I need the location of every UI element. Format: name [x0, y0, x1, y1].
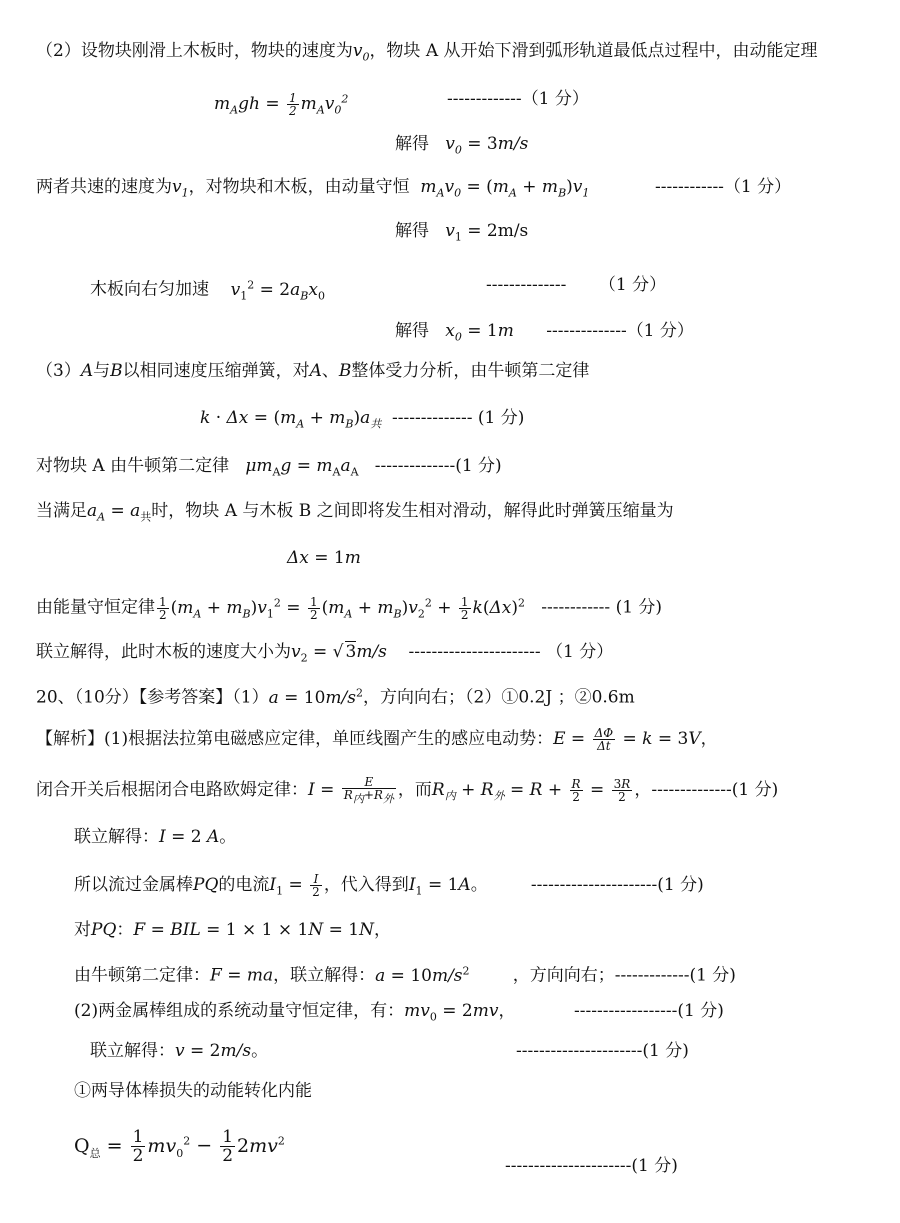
equation-spring [200, 407, 524, 435]
dashes: ------------- [614, 965, 690, 986]
solution-x0 [395, 320, 694, 348]
math: $\frac{1}{2}$ $(m_A + m_B)v_1^2$ = $\frac{1}{2}$ $(m_A + m_B)v_2^2$ + $\frac{1}{2}$ $k(\Delta x)^2$ [159, 594, 526, 622]
dashes: -------------- [486, 275, 567, 295]
math: $x_0 = 1m$ [445, 321, 514, 344]
dashes: -------------- [374, 456, 456, 476]
line-energy [36, 592, 662, 625]
math: I = $\frac{E}{R_内+R_外}$ [308, 775, 394, 806]
line-v: 联立解得：v = 2m/s。 [90, 1041, 269, 1061]
line-ohm: 闭合开关后根据闭合电路欧姆定律：I = $\frac{E}{R_内+R_外}$ ，而$R_内 + R_外 = R$ + $\frac{R}{2}$ = $\frac{3R}{2}$ ，--------------(1 分) [36, 775, 779, 806]
score-mark [505, 1155, 678, 1177]
text: 联立解得： [74, 827, 159, 847]
math: A [309, 361, 322, 381]
text: （3） [36, 361, 81, 381]
math: $m_Agh$ = $\frac{1}{2}$ $m_Av_0^2$ [214, 90, 349, 118]
text: 解得 [395, 321, 429, 341]
text: ①两导体棒损失的动能转化内能 [74, 1081, 312, 1101]
math: PQ [91, 920, 117, 940]
math: $Q_总$ = [74, 1134, 123, 1160]
line-heat [74, 1080, 312, 1102]
dashes: -------------- [546, 321, 627, 341]
score: (1 分) [731, 780, 779, 801]
text: ，对物块和木板，由动量守恒 [188, 177, 410, 197]
text: 对物块 A 由牛顿第二定律 [36, 456, 230, 476]
text: 所以流过金属棒 [74, 875, 193, 895]
text: ，代入得到 [323, 875, 409, 895]
text: ，方向向右； [512, 965, 615, 986]
math: $mv_0 = 2mv$ [404, 1001, 499, 1024]
text: 时，物块 A 与木板 B 之间即将发生相对滑动，解得此时弹簧压缩量为 [151, 501, 674, 521]
score-mark [574, 1000, 724, 1022]
score: （1 分） [723, 177, 792, 197]
text: 以相同速度压缩弹簧，对 [122, 361, 310, 381]
dashes: ---------------------- [505, 1156, 632, 1176]
math: $v_0 = 3m/s$ [445, 134, 529, 157]
math: F = ma [210, 965, 274, 986]
dashes: ------------ [541, 597, 611, 618]
dashes: ------------ [655, 177, 724, 197]
line-force: 对PQ：F = BIL = 1 × 1 × 1N = 1N， [74, 920, 391, 940]
dashes: ------------------ [574, 1001, 678, 1021]
line-pq-current: 所以流过金属棒PQ的电流$I_1$ = $\frac{I}{2}$ ，代入得到$I_1 = 1A$。 ----------------------(1 分) [74, 872, 704, 899]
text: 联立解得： [90, 1041, 175, 1061]
line-momentum [36, 176, 589, 204]
score: （1 分） [598, 275, 667, 295]
text: 对 [74, 920, 91, 940]
math: $a = 10m/s^2$ [375, 964, 470, 986]
text: ，物块 A 从开始下滑到弧形轨道最低点过程中，由动能定理 [369, 41, 818, 61]
math: $mv_0^2$ [147, 1134, 191, 1160]
score: （1 分） [546, 642, 614, 662]
math: $v_1$ [172, 177, 189, 200]
text: 木板向右匀加速 [90, 279, 209, 300]
math: E = $\frac{\Delta\Phi}{\Delta t}$ = k = 3V [553, 726, 701, 753]
score-mark [655, 176, 791, 198]
score: (1 分) [477, 408, 525, 428]
text: 闭合开关后根据闭合电路欧姆定律： [36, 780, 308, 801]
text: 解得 [395, 134, 429, 154]
dashes: ------------- [447, 89, 522, 109]
score: （1 分） [626, 321, 694, 341]
math: PQ [193, 875, 219, 895]
math: $I_1$ = $\frac{I}{2}$ [269, 872, 320, 899]
text: 整体受力分析，由牛顿第二定律 [351, 361, 590, 381]
dashes: -------------- [392, 408, 473, 428]
text: (2)两金属棒组成的系统动量守恒定律，有： [74, 1001, 405, 1021]
score: （1 分） [521, 89, 589, 109]
line-2-intro [36, 40, 818, 68]
line-3-intro [36, 360, 589, 382]
math: $v_1^2 = 2a_Bx_0$ [230, 278, 325, 303]
line-analysis [36, 727, 718, 752]
score: (1 分) [657, 875, 704, 895]
text: 【解析】(1)根据法拉第电磁感应定律，单匝线圈产生的感应电动势： [36, 729, 554, 749]
score: (1 分) [631, 1156, 678, 1176]
math: $a_A = a_共$ [87, 501, 152, 524]
line-newton [74, 960, 736, 987]
text: 联立解得，此时木板的速度大小为 [36, 642, 291, 662]
comma: ， [700, 729, 718, 749]
math: $2mv^2$ [237, 1134, 285, 1157]
equation-heat: $Q_总$ = $\frac{1}{2}$ $mv_0^2$ − $\frac{1}{2}$ $2mv^2$ [74, 1127, 285, 1166]
math: Δx = 1m [287, 548, 361, 568]
dashes: ----------------------- [408, 642, 541, 662]
math: B [110, 361, 123, 381]
text: ，方向向右；（2）①0.2J ；②0.6m [363, 687, 635, 708]
text: 20、（10分）【参考答案】（1） [36, 687, 269, 708]
dashes: ---------------------- [530, 875, 658, 895]
math: v = 2m/s [175, 1041, 252, 1061]
score: (1 分) [677, 1001, 724, 1021]
score-mark [447, 88, 589, 110]
math: $v_0$ [352, 41, 370, 64]
score: (1 分) [455, 456, 502, 476]
math: I = 2 A [159, 827, 220, 847]
math: $k \cdot \Delta x = (m_A + m_B)a_共$ [200, 408, 382, 431]
text: 当满足 [36, 501, 87, 521]
math: $v_1 = 2m/s$ [445, 221, 529, 244]
text: ，联立解得： [273, 965, 376, 986]
dashes: -------------- [651, 780, 732, 801]
math: $I_1 = 1A$ [408, 875, 471, 898]
text: （2）设物块刚滑上木板时，物块的速度为 [36, 41, 353, 61]
score: (1 分) [642, 1041, 689, 1061]
math: $v_2$ = √ 3m/s [291, 642, 387, 665]
solution-v1 [395, 220, 528, 248]
math: $a = 10m/s^2$ [268, 686, 363, 708]
line-condition [36, 500, 674, 528]
solution-v0 [395, 133, 528, 161]
text: 两者共速的速度为 [36, 177, 172, 197]
math: $\mu m_Ag = m_Aa_A$ [245, 456, 359, 479]
score-mark [486, 274, 666, 296]
line-current: 联立解得：I = 2 A。 [74, 827, 237, 847]
text: 由牛顿第二定律： [74, 965, 210, 986]
line-momentum-2: (2)两金属棒组成的系统动量守恒定律，有：$mv_0 = 2mv$， [74, 1001, 516, 1024]
dashes: ---------------------- [516, 1041, 643, 1061]
math: F = BIL = 1 × 1 × 1N = 1N [133, 920, 374, 940]
line-accel [90, 274, 325, 307]
math: $m_Av_0 = (m_A + m_B)v_1$ [420, 177, 590, 200]
text: 的电流 [218, 875, 270, 895]
text: 与 [93, 361, 111, 381]
equation-energy [214, 88, 348, 121]
text: 解得 [395, 221, 429, 241]
line-v2 [36, 641, 613, 669]
math: B [338, 361, 352, 381]
score: (1 分) [689, 965, 736, 986]
math: $R_内 + R_外 = R$ + $\frac{R}{2}$ = $\frac{3R}{2}$ [431, 777, 631, 805]
text: 由能量守恒定律 [36, 597, 155, 618]
line-q20-answer [36, 682, 635, 709]
score: (1 分) [615, 597, 663, 618]
line-newton-a [36, 455, 502, 483]
score-mark [516, 1040, 689, 1062]
equation-dx [287, 547, 361, 569]
math: A [80, 361, 94, 381]
text: 、 [321, 361, 339, 381]
text: ，而 [397, 780, 432, 801]
